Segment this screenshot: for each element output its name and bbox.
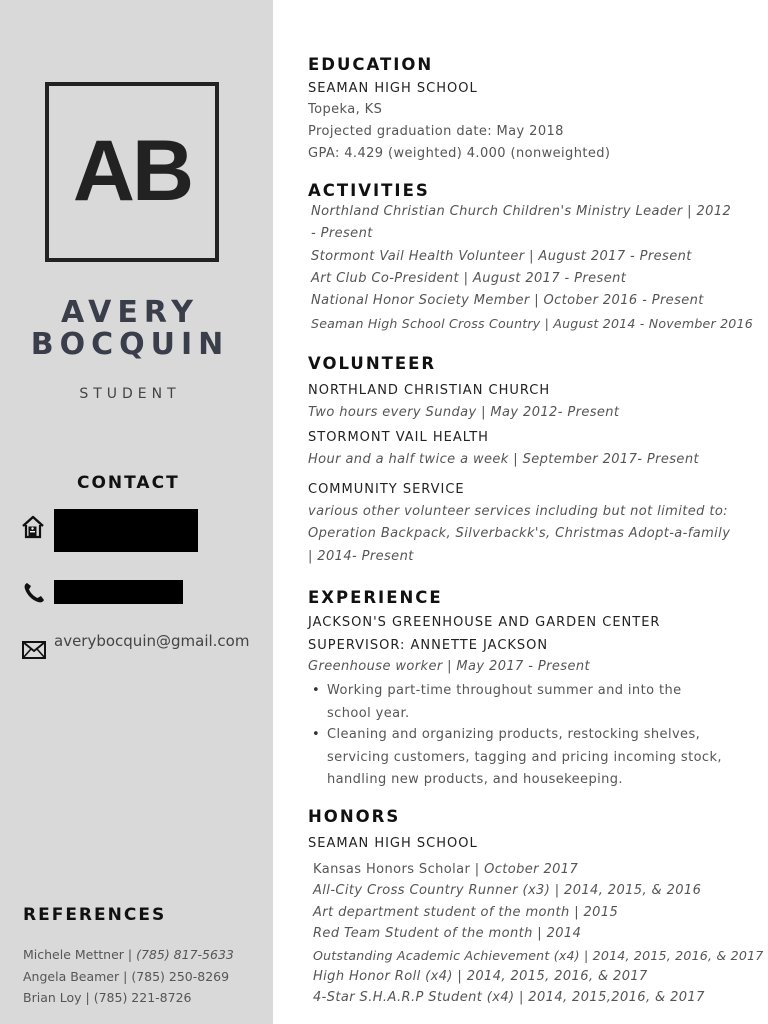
redacted-phone bbox=[54, 580, 183, 604]
experience-position: Greenhouse worker | May 2017 - Present bbox=[308, 659, 590, 674]
education-line: Topeka, KS bbox=[308, 102, 383, 117]
references-list bbox=[23, 944, 234, 1009]
education-line: Projected graduation date: May 2018 bbox=[308, 124, 564, 139]
experience-bullet: • Working part-time throughout summer and into the school year. bbox=[327, 680, 707, 725]
volunteer-line: various other volunteer services including but not limited to: bbox=[308, 504, 728, 519]
honors-school: SEAMAN HIGH SCHOOL bbox=[308, 836, 478, 851]
redacted-address bbox=[54, 509, 198, 552]
volunteer-heading: VOLUNTEER bbox=[308, 354, 437, 373]
experience-heading: EXPERIENCE bbox=[308, 588, 443, 607]
honor-line: High Honor Roll (x4) | 2014, 2015, 2016, & 2017 bbox=[313, 969, 648, 984]
sidebar bbox=[0, 0, 273, 1024]
monogram: AB bbox=[72, 123, 192, 219]
reference-item bbox=[23, 944, 234, 966]
activity-line: Seaman High School Cross Country | August 2014 - November 2016 bbox=[311, 316, 753, 331]
volunteer-org: STORMONT VAIL HEALTH bbox=[308, 430, 489, 445]
experience-bullet: • Cleaning and organizing products, restocking shelves, servicing customers, tagging and pricing incoming stock, handling new products, and housekeeping. bbox=[327, 724, 737, 792]
reference-phone: (785) 250-8269 bbox=[131, 968, 230, 984]
references-heading: REFERENCES bbox=[23, 905, 167, 925]
contact-heading: CONTACT bbox=[77, 473, 180, 493]
honor-line: Red Team Student of the month | 2014 bbox=[313, 926, 582, 941]
honor-line bbox=[313, 862, 578, 877]
volunteer-line: Hour and a half twice a week | September 2017- Present bbox=[308, 452, 699, 467]
education-heading: EDUCATION bbox=[308, 55, 434, 74]
reference-name: Brian Loy | bbox=[23, 990, 90, 1005]
experience-supervisor: SUPERVISOR: ANNETTE JACKSON bbox=[308, 638, 549, 653]
volunteer-line: Two hours every Sunday | May 2012- Present bbox=[308, 405, 620, 420]
reference-item bbox=[23, 987, 234, 1009]
email-address: averybocquin@gmail.com bbox=[54, 632, 250, 650]
reference-name: Michele Mettner | bbox=[23, 947, 133, 962]
role-title: STUDENT bbox=[79, 386, 181, 402]
honor-line: All-City Cross Country Runner (x3) | 2014, 2015, & 2016 bbox=[313, 883, 702, 898]
reference-item bbox=[23, 966, 234, 988]
activity-line: - Present bbox=[311, 226, 373, 241]
last-name: BOCQUIN bbox=[30, 327, 230, 362]
activity-line: National Honor Society Member | October 2016 - Present bbox=[311, 293, 704, 308]
activities-heading: ACTIVITIES bbox=[308, 181, 430, 200]
reference-name: Angela Beamer | bbox=[23, 968, 128, 984]
honor-date: October 2017 bbox=[484, 862, 579, 877]
reference-phone: (785) 221-8726 bbox=[93, 990, 192, 1005]
honor-line: Art department student of the month | 2015 bbox=[313, 905, 619, 920]
reference-phone: (785) 817-5633 bbox=[136, 947, 234, 962]
first-name: AVERY bbox=[60, 295, 200, 330]
experience-employer: JACKSON'S GREENHOUSE AND GARDEN CENTER bbox=[308, 615, 661, 630]
home-icon bbox=[20, 514, 46, 540]
honor-text: Kansas Honors Scholar | bbox=[313, 862, 480, 877]
education-line: GPA: 4.429 (weighted) 4.000 (nonweighted) bbox=[308, 146, 611, 161]
activity-line: Art Club Co-President | August 2017 - Present bbox=[311, 271, 627, 286]
activity-line: Northland Christian Church Children's Ministry Leader | 2012 bbox=[311, 204, 732, 219]
honor-line: 4-Star S.H.A.R.P Student (x4) | 2014, 2015,2016, & 2017 bbox=[313, 990, 705, 1005]
phone-icon bbox=[21, 580, 47, 606]
volunteer-org: COMMUNITY SERVICE bbox=[308, 482, 465, 497]
mail-icon bbox=[21, 637, 47, 663]
activity-line: Stormont Vail Health Volunteer | August 2017 - Present bbox=[311, 249, 692, 264]
monogram-box bbox=[45, 82, 219, 262]
honors-heading: HONORS bbox=[308, 807, 401, 826]
volunteer-line: Operation Backpack, Silverbackk's, Christmas Adopt-a-family bbox=[308, 526, 731, 541]
education-school: SEAMAN HIGH SCHOOL bbox=[308, 81, 478, 96]
honor-line: Outstanding Academic Achievement (x4) | 2014, 2015, 2016, & 2017 bbox=[313, 948, 764, 963]
volunteer-org: NORTHLAND CHRISTIAN CHURCH bbox=[308, 383, 551, 398]
volunteer-line: | 2014- Present bbox=[308, 549, 414, 564]
